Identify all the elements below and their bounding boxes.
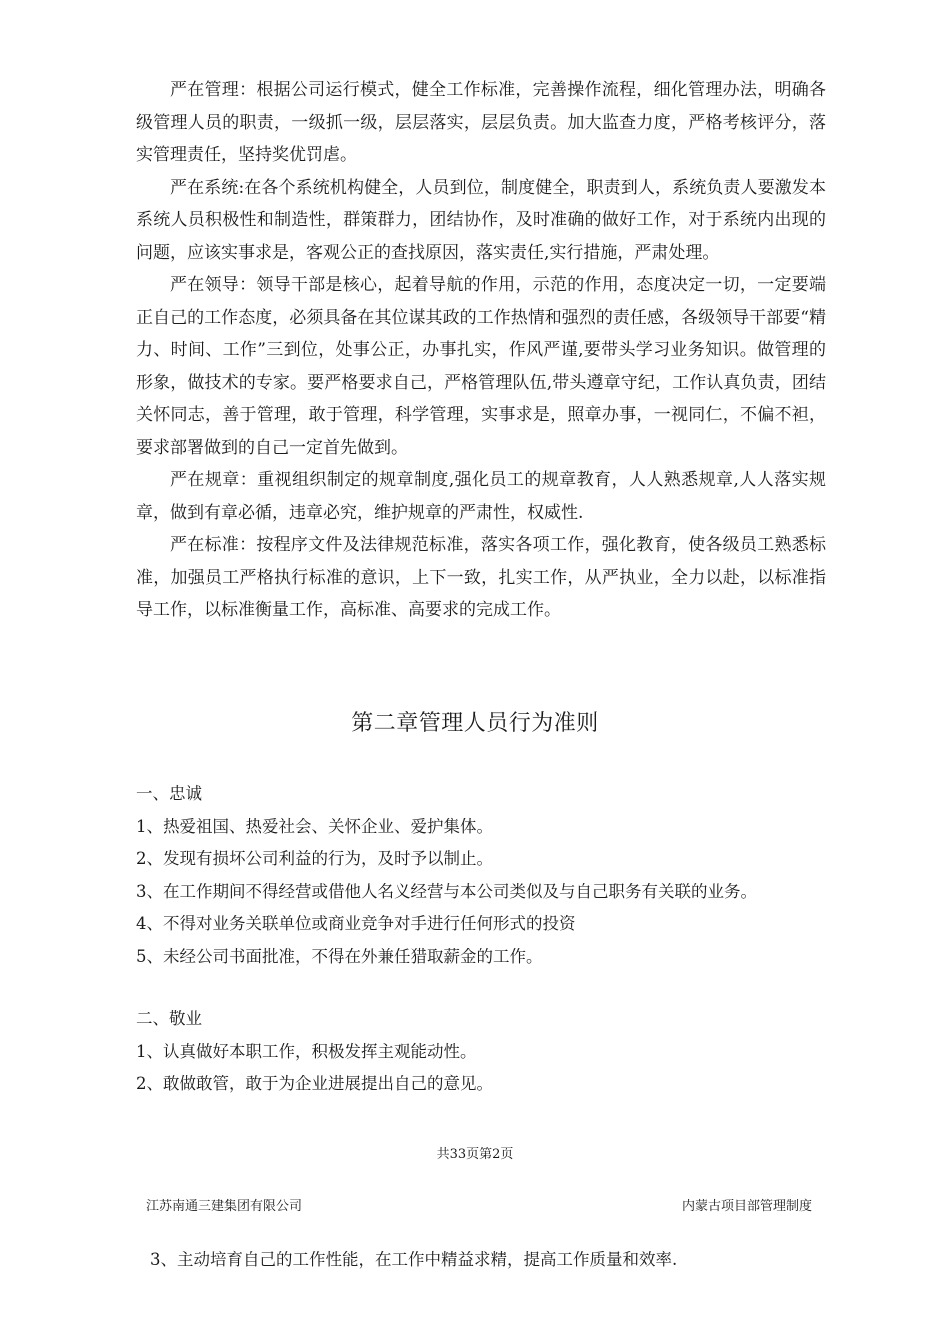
paragraph-management: 严在管理：根据公司运行模式，健全工作标准，完善操作流程，细化管理办法，明确各级管理人员的职责，一级抓一级，层层落实，层层负责。加大监查力度，严格考核评分，落实管理责任，坚持奖优罚虐。	[136, 80, 826, 165]
list-item: 1、热爱祖国、热爱社会、关怀企业、爱护集体。	[136, 816, 493, 836]
list-item: 3、在工作期间不得经营或借他人名义经营与本公司类似及与自己职务有关联的业务。	[136, 881, 757, 901]
section-dedication	[136, 1003, 836, 1101]
list-item: 4、不得对业务关联单位或商业竞争对手进行任何形式的投资	[136, 914, 576, 933]
paragraph-system: 严在系统:在各个系统机构健全，人员到位，制度健全，职责到人，系统负责人要激发本系统人员积极性和制造性，群策群力，团结协作，及时准确的做好工作，对于系统内出现的问题，应该实事求是，客观公正的查找原因，落实责任,实行措施，严肃处理。	[136, 177, 826, 263]
list-item: 2、发现有损坏公司利益的行为，及时予以制止。	[136, 849, 493, 868]
section-heading: 二、敬业	[136, 1009, 202, 1028]
list-item: 5、未经公司书面批准，不得在外兼任猎取薪金的工作。	[136, 946, 543, 966]
paragraph-regulations: 严在规章：重视组织制定的规章制度,强化员工的规章教育，人人熟悉规章,人人落实规章，做到有章必循，违章必究，维护规章的严肃性，权威性.	[136, 470, 826, 523]
intro-paragraphs	[136, 74, 826, 627]
footer-document-title: 内蒙古项目部管理制度	[681, 1199, 812, 1214]
page-number: 共33页第2页	[436, 1147, 514, 1162]
paragraph-standards: 严在标准：按程序文件及法律规范标准，落实各项工作，强化教育，使各级员工熟悉标准，加强员工严格执行标准的意识，上下一致，扎实工作，从严执业，全力以赴，以标准指导工作，以标准衡量工作，高标准、高要求的完成工作。	[136, 535, 826, 620]
paragraph-leadership: 严在领导：领导干部是核心，起着导航的作用，示范的作用，态度决定一切，一定要端正自己的工作态度，必须具备在其位谋其政的工作热情和强烈的责任感，各级领导干部要“精力、时间、工作”三到位，处事公正，办事扎实，作风严谨,要带头学习业务知识。做管理的形象，做技术的专家。要严格要求自己，严格管理队伍,带头遵章守纪，工作认真负责，团结关怀同志，善于管理，敢于管理，科学管理，实事求是，照章办事，一视同仁，不偏不袒，要求部署做到的自己一定首先做到。	[136, 275, 826, 458]
list-item: 2、敢做敢管，敢于为企业进展提出自己的意见。	[136, 1074, 493, 1093]
chapter-title: 第二章管理人员行为准则	[351, 711, 599, 736]
list-item: 1、认真做好本职工作，积极发挥主观能动性。	[136, 1041, 477, 1061]
section-loyalty	[136, 778, 836, 973]
next-page-list-item: 3、主动培育自己的工作性能，在工作中精益求精，提高工作质量和效率.	[150, 1250, 678, 1269]
section-heading: 一、忠诚	[136, 784, 202, 803]
footer-company: 江苏南通三建集团有限公司	[146, 1199, 303, 1214]
